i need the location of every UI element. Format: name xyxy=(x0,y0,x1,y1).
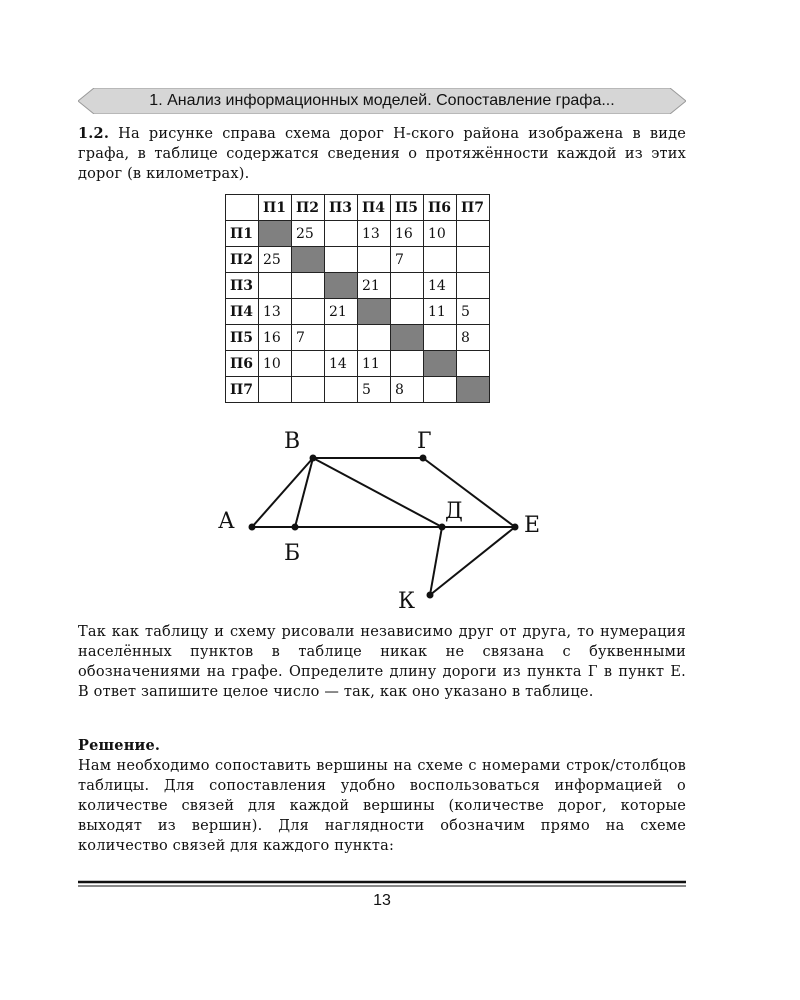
table-header-row xyxy=(226,195,490,221)
column-header: П4 xyxy=(358,195,391,221)
table-cell: 7 xyxy=(391,247,424,273)
row-header: П3 xyxy=(226,273,259,299)
distance-table xyxy=(225,194,490,403)
vertex-e xyxy=(512,524,519,531)
diagonal-cell xyxy=(292,247,325,273)
vertex-label-v: В xyxy=(284,429,301,454)
table-cell: 11 xyxy=(424,299,457,325)
question-paragraph: Так как таблицу и схему рисовали независимо друг от друга, то нумерация населённых пунктов в таблице никак не связана с буквенными обозначениями на графе. Определите длину дороги из пункта Г в пункт Е. В ответ запишите целое число — так, как оно указано в таблице. xyxy=(78,624,686,700)
row-header: П6 xyxy=(226,351,259,377)
vertex-label-a: А xyxy=(218,509,235,534)
table-cell: 10 xyxy=(259,351,292,377)
footer-rule xyxy=(78,880,686,888)
table-cell xyxy=(424,325,457,351)
vertex-label-b: Б xyxy=(284,541,301,566)
vertex-g xyxy=(420,455,427,462)
table-row xyxy=(226,221,490,247)
column-header: П3 xyxy=(325,195,358,221)
solution-title: Решение. xyxy=(78,737,161,754)
vertex-b xyxy=(292,524,299,531)
task-statement xyxy=(78,124,686,184)
table-cell: 13 xyxy=(259,299,292,325)
chapter-header xyxy=(78,88,686,114)
table-cell xyxy=(325,377,358,403)
solution-text: Нам необходимо сопоставить вершины на схеме с номерами строк/столбцов таблицы. Для сопоставления удобно воспользоваться информацией о количестве связей для каждой вершины (количестве дорог, которые выходят из вершин). Для наглядности обозначим прямо на схеме количество связей для каждого пункта: xyxy=(78,758,686,854)
table-cell: 16 xyxy=(391,221,424,247)
table-cell: 13 xyxy=(358,221,391,247)
table-cell xyxy=(325,221,358,247)
vertex-label-d: Д xyxy=(445,499,463,524)
table-cell xyxy=(391,273,424,299)
edge-v-d xyxy=(313,458,442,527)
table-cell xyxy=(424,377,457,403)
table-cell xyxy=(457,221,490,247)
diagonal-cell xyxy=(358,299,391,325)
row-header: П4 xyxy=(226,299,259,325)
table-cell: 7 xyxy=(292,325,325,351)
column-header: П5 xyxy=(391,195,424,221)
table-row xyxy=(226,377,490,403)
table-cell xyxy=(391,299,424,325)
table-cell: 14 xyxy=(424,273,457,299)
edge-d-k xyxy=(430,527,442,595)
vertex-a xyxy=(249,524,256,531)
table-row xyxy=(226,325,490,351)
diagonal-cell xyxy=(457,377,490,403)
table-cell xyxy=(391,351,424,377)
table-cell: 8 xyxy=(391,377,424,403)
table-cell: 14 xyxy=(325,351,358,377)
table-cell xyxy=(457,273,490,299)
task-text: На рисунке справа схема дорог Н-ского района изображена в виде графа, в таблице содержатся сведения о протяжённости каждой из этих дорог (в километрах). xyxy=(78,126,686,182)
table-cell: 5 xyxy=(457,299,490,325)
table-row xyxy=(226,299,490,325)
table-cell xyxy=(358,325,391,351)
road-graph xyxy=(200,420,560,615)
column-header: П2 xyxy=(292,195,325,221)
row-header: П7 xyxy=(226,377,259,403)
column-header: П1 xyxy=(259,195,292,221)
table-cell: 25 xyxy=(259,247,292,273)
table-cell xyxy=(292,299,325,325)
diagonal-cell xyxy=(325,273,358,299)
vertex-label-e: Е xyxy=(524,513,541,538)
edge-k-e xyxy=(430,527,515,595)
vertex-label-g: Г xyxy=(417,429,432,454)
page-number: 13 xyxy=(373,892,391,909)
diagonal-cell xyxy=(424,351,457,377)
diagonal-cell xyxy=(391,325,424,351)
table-cell: 25 xyxy=(292,221,325,247)
table-cell xyxy=(325,325,358,351)
table-cell: 8 xyxy=(457,325,490,351)
edge-g-e xyxy=(423,458,515,527)
vertex-d xyxy=(439,524,446,531)
column-header: П7 xyxy=(457,195,490,221)
table-cell: 10 xyxy=(424,221,457,247)
vertex-label-k: К xyxy=(398,589,416,614)
table-cell xyxy=(292,273,325,299)
table-row xyxy=(226,247,490,273)
table-cell: 16 xyxy=(259,325,292,351)
table-cell xyxy=(424,247,457,273)
table-corner-cell xyxy=(226,195,259,221)
table-cell xyxy=(259,273,292,299)
table-cell: 5 xyxy=(358,377,391,403)
diagonal-cell xyxy=(259,221,292,247)
solution-block xyxy=(78,736,686,856)
row-header: П5 xyxy=(226,325,259,351)
table-cell xyxy=(358,247,391,273)
table-cell: 11 xyxy=(358,351,391,377)
chapter-title: 1. Анализ информационных моделей. Сопоставление графа... xyxy=(149,92,615,109)
vertex-v xyxy=(310,455,317,462)
table-cell xyxy=(259,377,292,403)
row-header: П1 xyxy=(226,221,259,247)
row-header: П2 xyxy=(226,247,259,273)
table-cell: 21 xyxy=(358,273,391,299)
vertex-k xyxy=(427,592,434,599)
table-cell xyxy=(457,247,490,273)
table-cell xyxy=(292,351,325,377)
task-number: 1.2. xyxy=(78,125,110,142)
table-cell xyxy=(325,247,358,273)
table-cell xyxy=(292,377,325,403)
table-row xyxy=(226,351,490,377)
table-cell: 21 xyxy=(325,299,358,325)
table-row xyxy=(226,273,490,299)
question-text xyxy=(78,622,686,702)
table-cell xyxy=(457,351,490,377)
column-header: П6 xyxy=(424,195,457,221)
